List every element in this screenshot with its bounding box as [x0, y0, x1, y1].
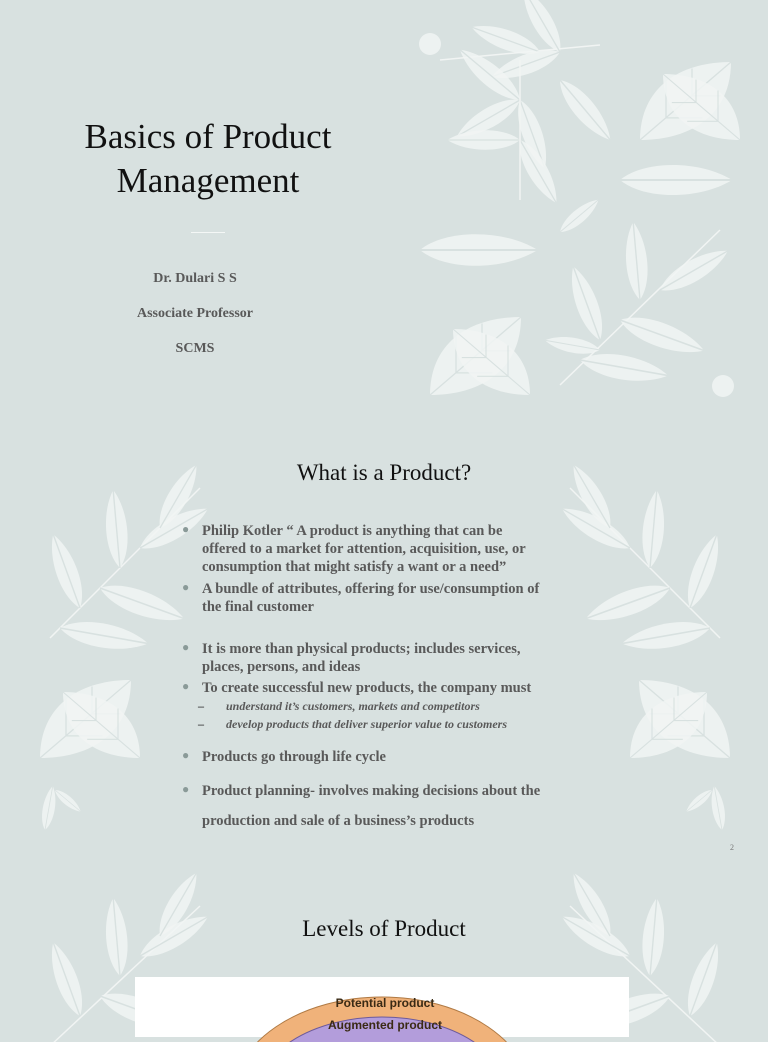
- slide-title: [0, 0, 768, 428]
- sub-list-item: – develop products that deliver superior value to customers: [198, 717, 507, 731]
- concentric-rings-diagram: [135, 977, 629, 1037]
- title-divider: [191, 232, 225, 233]
- bullet-dot-icon: ●: [182, 748, 190, 762]
- slide-title-heading: Basics of Product Management: [84, 117, 332, 200]
- slide-levels-of-product: [0, 866, 768, 1032]
- page-number: 2: [730, 843, 734, 852]
- bullet-dot-icon: ●: [182, 522, 190, 536]
- list-item: ● It is more than physical products; includes services, places, persons, and ideas: [182, 640, 521, 675]
- list-item: ● A bundle of attributes, offering for use/consumption of the final customer: [182, 580, 540, 615]
- list-item: ● Products go through life cycle: [182, 748, 386, 765]
- list-item: ● Product planning- involves making decisions about the production and sale of a business’s products: [182, 782, 541, 829]
- bullet-dot-icon: ●: [182, 679, 190, 693]
- author-organization: SCMS: [175, 341, 215, 356]
- bullet-dot-icon: ●: [182, 640, 190, 654]
- sub-list-item: – understand it’s customers, markets and competitors: [198, 699, 480, 713]
- slide-what-is-product: [0, 428, 768, 866]
- slide-heading: What is a Product?: [296, 460, 472, 485]
- dash-icon: –: [198, 699, 204, 713]
- leaf-pattern-icon: [0, 0, 768, 428]
- slide-heading: Levels of Product: [302, 916, 466, 941]
- bullet-dot-icon: ●: [182, 580, 190, 594]
- list-item: ● Philip Kotler “ A product is anything that can be offered to a market for attention, acquisition, use, or consumption that might satisfy a want or a need”: [182, 522, 526, 575]
- author-name: Dr. Dulari S S: [153, 271, 237, 286]
- product-levels-diagram: [135, 977, 629, 1037]
- author-role: Associate Professor: [137, 306, 253, 321]
- ring-label-potential: Potential product: [335, 996, 435, 1010]
- bullet-dot-icon: ●: [182, 782, 190, 796]
- bullet-list: [180, 522, 582, 842]
- list-item: ● To create successful new products, the company must: [182, 679, 532, 696]
- dash-icon: –: [198, 717, 204, 731]
- ring-label-augmented: Augmented product: [328, 1018, 442, 1032]
